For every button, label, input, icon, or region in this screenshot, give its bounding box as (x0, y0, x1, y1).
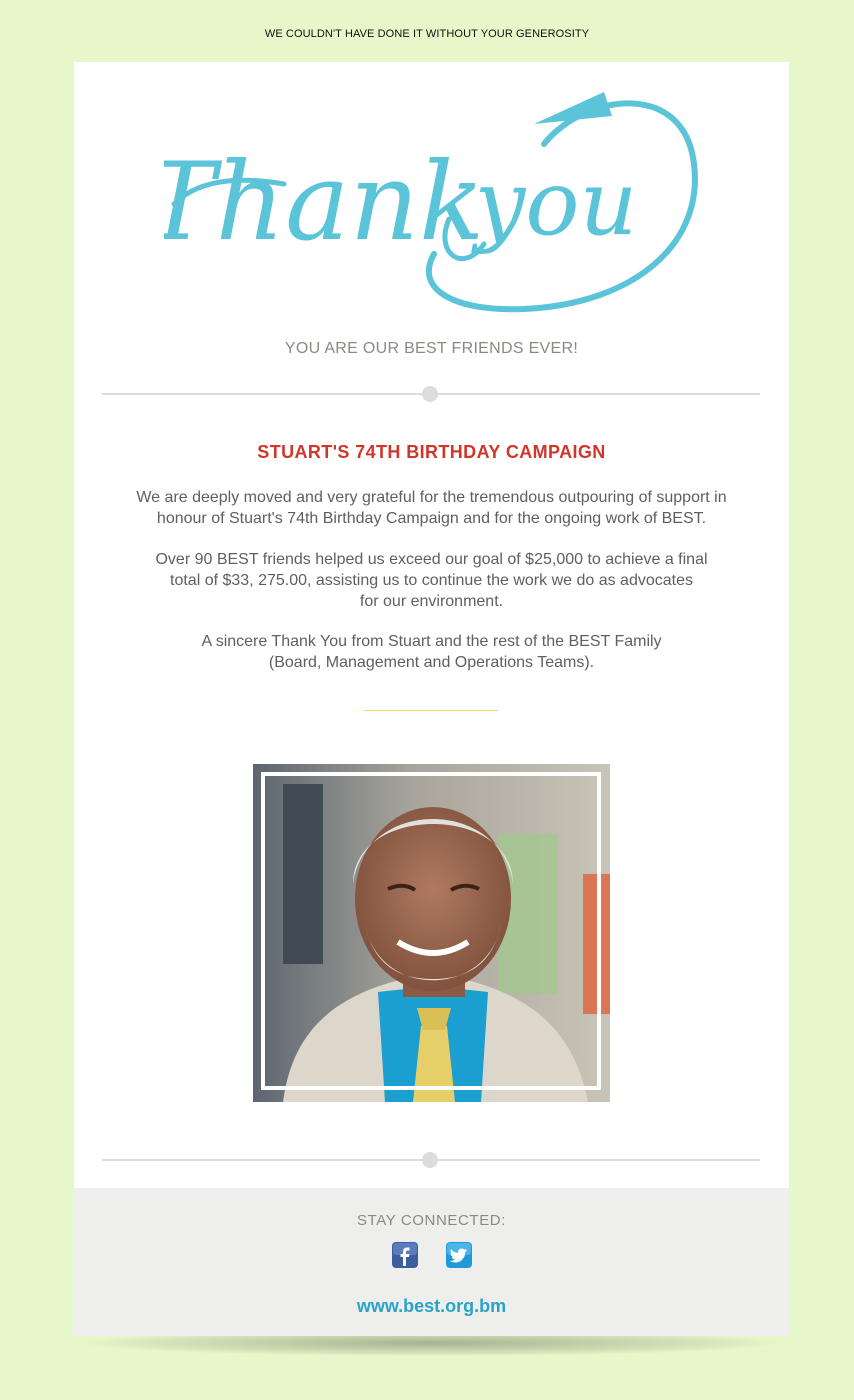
divider-dot (422, 386, 438, 402)
campaign-title: STUART'S 74TH BIRTHDAY CAMPAIGN (257, 442, 606, 462)
website-link[interactable]: www.best.org.bm (356, 1296, 507, 1316)
paragraph-line: We are deeply moved and very grateful for the tremendous outpouring of support in (136, 489, 727, 506)
divider-bottom (102, 1159, 760, 1161)
stay-connected-label: STAY CONNECTED: (356, 1212, 507, 1229)
preheader-text: WE COULDN'T HAVE DONE IT WITHOUT YOUR GENEROSITY (264, 28, 590, 40)
yellow-separator (364, 710, 498, 711)
hero-text-you: you (474, 151, 638, 256)
twitter-icon[interactable] (446, 1242, 472, 1268)
paragraph-line: Over 90 BEST friends helped us exceed our goal of $25,000 to achieve a final (155, 551, 708, 568)
divider-dot (422, 1152, 438, 1168)
paragraph-line: honour of Stuart's 74th Birthday Campaign and for the ongoing work of BEST. (156, 510, 707, 527)
thank-you-hero (164, 84, 704, 324)
paragraph-line: A sincere Thank You from Stuart and the rest of the BEST Family (201, 633, 662, 650)
paragraph-line: (Board, Management and Operations Teams). (268, 654, 595, 671)
photo-frame (261, 772, 601, 1090)
paragraph-line: for our environment. (359, 593, 504, 610)
divider-top (102, 393, 760, 395)
footer (74, 1188, 789, 1336)
facebook-icon[interactable] (392, 1242, 418, 1268)
thank-you-graphic (164, 84, 704, 324)
hero-text-thank: Thank (164, 140, 485, 265)
campaign-paragraph-3 (94, 631, 769, 673)
email-card (74, 62, 789, 1336)
tagline: YOU ARE OUR BEST FRIENDS EVER! (284, 340, 579, 357)
campaign-paragraph-1 (94, 487, 769, 529)
paragraph-line: total of $33, 275.00, assisting us to continue the work we do as advocates (170, 572, 693, 589)
campaign-paragraph-2 (94, 549, 769, 612)
